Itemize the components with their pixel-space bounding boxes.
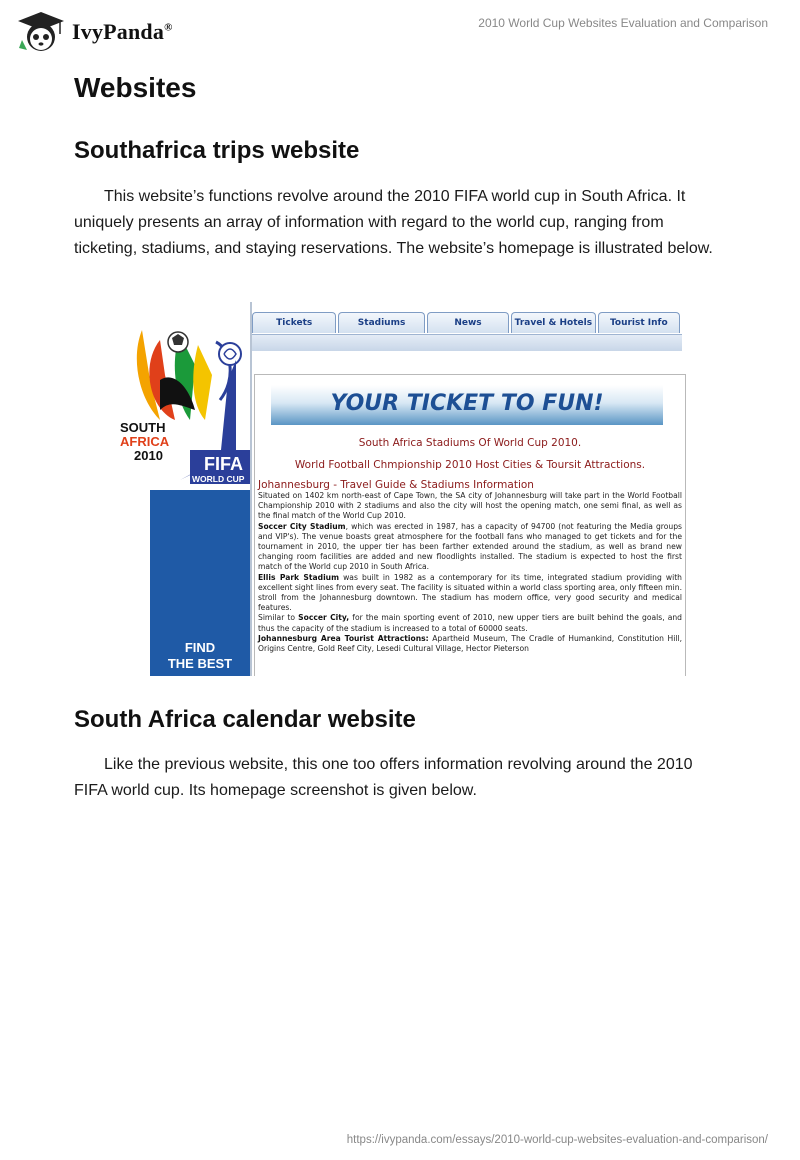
section-paragraph-southafrica-trips: This website’s functions revolve around the 2010 FIFA world cup in South Africa. It uniquely presents an array of information with regard to the world cup, ranging from ticketing, stadiums, and staying reservations. The website’s homepage is illustrated below. [74, 188, 713, 257]
panda-icon [16, 10, 66, 54]
similar-soccer-city-paragraph: Similar to Soccer City, for the main sporting event of 2010, new upper tiers are built behind the goals, and thus the capacity of the stadium is increased to a total of 60000 seats. [258, 613, 682, 633]
logo-africa: AFRICA [120, 434, 170, 449]
fifa-world-cup-logo [120, 320, 250, 490]
tab-travel-hotels[interactable]: Travel & Hotels [511, 312, 595, 333]
host-cities-heading: World Football Chmpionship 2010 Host Cities & Toursit Attractions. [294, 459, 646, 471]
screenshot-nav-bar [252, 312, 682, 336]
ivypanda-logo[interactable] [16, 10, 173, 54]
soccer-city-paragraph: Soccer City Stadium, which was erected in 1987, has a capacity of 94700 (not featuring the Media groups and VIP's). The venue boasts great atmosphere for the football fans who managed to get tickets and for the tournament in 2010, the upper tier has been farther extended around the stadium, as well as brand new changing room facilities are added and new floodlights installed. The stadium is expected to host the first match of the World cup 2010 in South Africa. [258, 521, 682, 572]
ticket-banner[interactable] [271, 385, 663, 425]
screenshot-divider [250, 302, 252, 676]
tab-stadiums[interactable]: Stadiums [338, 312, 424, 333]
tab-tickets[interactable]: Tickets [252, 312, 336, 333]
tab-news[interactable]: News [427, 312, 509, 333]
johannesburg-paragraph-1: Situated on 1402 km north-east of Cape Town, the SA city of Johannesburg will take part in the World Football Championship 2010 with 2 stadiums and also the city will host the opening match, one semi final, as well as the final match of the World Cup 2010. [258, 491, 682, 521]
logo-south: SOUTH [120, 420, 166, 435]
find-the-best-panel[interactable] [150, 490, 250, 676]
ticket-banner-text: YOUR TICKET TO FUN! [330, 391, 604, 416]
tourist-attractions-paragraph: Johannesburg Area Tourist Attractions: Apartheid Museum, The Cradle of Humankind, Constitution Hill, Origins Centre, Gold Reef City, Lesedi Cultural Village, Hector Pieterson [258, 633, 682, 654]
stadiums-heading: South Africa Stadiums Of World Cup 2010. [358, 437, 582, 449]
screenshot-left-column [120, 302, 250, 676]
logo-text: IvyPanda® [72, 19, 173, 44]
footer-url[interactable]: https://ivypanda.com/essays/2010-world-cup-websites-evaluation-and-comparison/ [346, 1134, 768, 1146]
document-header-title: 2010 World Cup Websites Evaluation and Comparison [478, 16, 768, 30]
page-title: Websites [74, 72, 197, 103]
screenshot-nav-underbar [252, 334, 682, 351]
southafrica-trips-screenshot [120, 302, 686, 676]
section-title-southafrica-trips: Southafrica trips website [74, 137, 360, 164]
johannesburg-body-text [258, 491, 682, 654]
logo-world-cup: WORLD CUP [192, 474, 245, 484]
screenshot-content-box [254, 374, 686, 676]
section-title-calendar-website: South Africa calendar website [74, 706, 416, 733]
find-the-best-text: FIND THE BEST [167, 640, 233, 671]
tab-tourist-info[interactable]: Tourist Info [598, 312, 680, 333]
johannesburg-heading: Johannesburg - Travel Guide & Stadiums Information [258, 479, 534, 491]
logo-fifa: FIFA [204, 454, 243, 474]
ellis-park-paragraph: Ellis Park Stadium was built in 1982 as a contemporary for its time, integrated stadium providing with excellent sight lines from every seat. The facility is situated within a world class sporting area, only fifteen min. stroll from the Johannesburg downtown. The stadium has modern office, very good security and medical features. [258, 572, 682, 613]
section-paragraph-calendar-website: Like the previous website, this one too offers information revolving around the 2010 FIFA world cup. Its homepage screenshot is given below. [74, 756, 693, 799]
logo-2010: 2010 [134, 448, 163, 463]
